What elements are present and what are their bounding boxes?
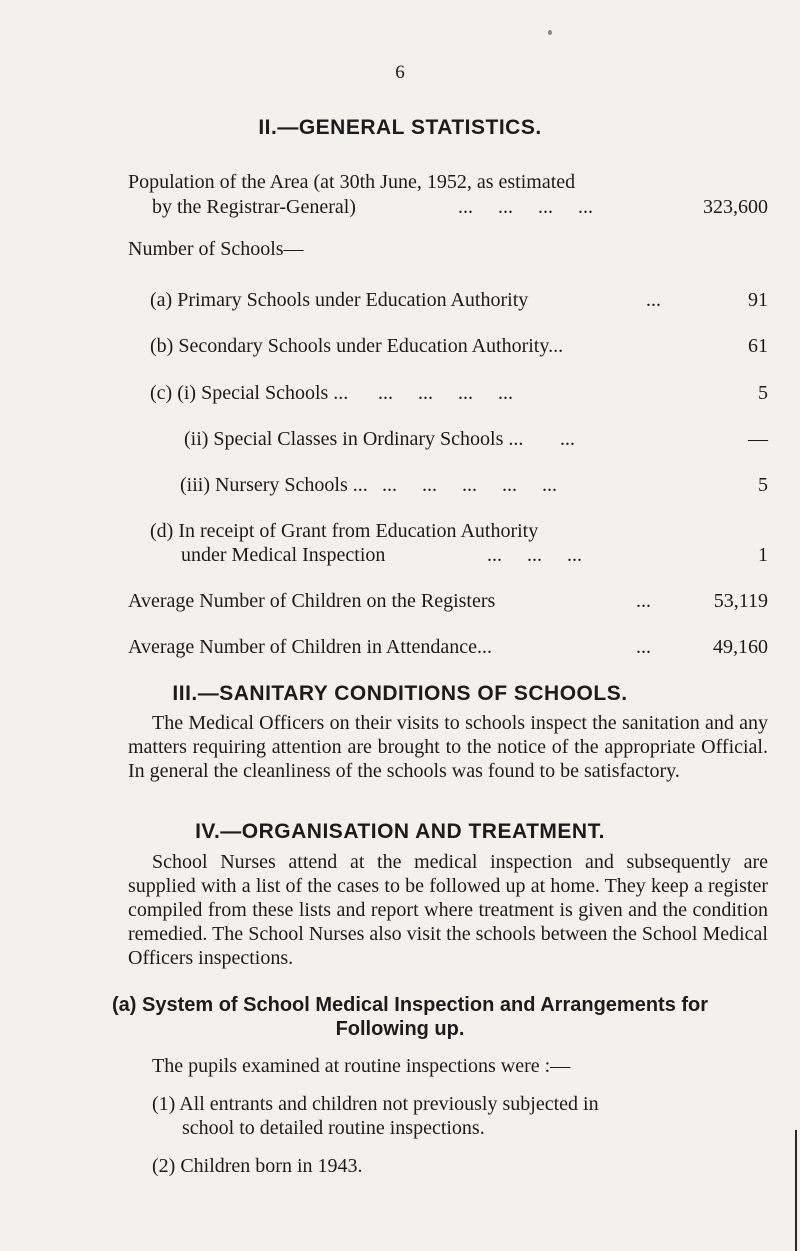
secondary-schools-value: 61 — [748, 335, 768, 357]
average-attendance-value: 49,160 — [713, 636, 768, 658]
section-heading-sanitary-conditions: III.—SANITARY CONDITIONS OF SCHOOLS. — [172, 682, 628, 705]
document-page: 6 II.—GENERAL STATISTICS. Population of the Area (at 30th June, 1952, as estimated by the Registrar-General) ... ... ... ... 323,600 Number of Schools— (a) Primary Schools under Education Authority ... 91 (b) Secondary Schools under Education Authority... 61 (c) (i) Special Schools ... ... ... ... ... 5 (ii) Special Classes in Ordinary Schools ... ... — (iii) Nursery Schools ... ... ... ... ... ... 5 (d) In receipt of Grant from Education Authority under Medical Inspection ... ... ... 1 Average Number of Children on the Registers ... 53,119 Average Number of Children in Attendance... ... 49,160 III.—SANITARY CONDITIONS OF SCHOOLS. The Medical Officers on their visits to schools inspect the sanitation and any matters requiring attention are brought to the notice of the appropriate Official. In general the cleanliness of the schools was found to be satisfactory. IV.—ORGANISATION AND TREATMENT. School Nurses attend at the medical inspection and subsequently are supplied with a list of the cases to be followed up at home. They keep a register compiled from these lists and report where treatment is given and the condition remedied. The School Nurses also visit the schools between the School Medical Officers inspections. (a) System of School Medical Inspection and Arrangements for Following up. The pupils examined at routine inspections were :— (1) All entrants and children not previously subjected in school to detailed routine inspections. (2) Children born in 1943. — [0, 0, 800, 1251]
grant-schools-value: 1 — [758, 544, 768, 566]
print-speck — [548, 30, 552, 35]
page-number: 6 — [395, 62, 405, 83]
sanitary-paragraph: The Medical Officers on their visits to schools inspect the sanitation and any matters requiring attention are brought to the notice of the appropriate Official. In general the cleanliness of the schools was found to be satisfactory. — [128, 712, 768, 782]
primary-schools-value: 91 — [748, 289, 768, 311]
section-heading-organisation: IV.—ORGANISATION AND TREATMENT. — [195, 820, 605, 843]
nursery-schools-value: 5 — [758, 474, 768, 496]
page-edge-shadow — [795, 1130, 797, 1251]
sub-heading-line-2: Following up. — [335, 1018, 465, 1040]
special-classes-value: — — [748, 428, 768, 450]
sub-heading-line-1: (a) System of School Medical Inspection and Arrangements for — [112, 994, 709, 1016]
special-schools-value: 5 — [758, 382, 768, 404]
population-value: 323,600 — [703, 196, 768, 218]
organisation-paragraph: School Nurses attend at the medical inspection and subsequently are supplied with a list of the cases to be followed up at home. They keep a register compiled from these lists and report where treatment is given and the condition remedied. The School Nurses also visit the schools between the School Medical Officers inspections. — [128, 851, 768, 969]
section-heading-general-statistics: II.—GENERAL STATISTICS. — [258, 116, 542, 139]
average-registers-value: 53,119 — [713, 590, 768, 612]
